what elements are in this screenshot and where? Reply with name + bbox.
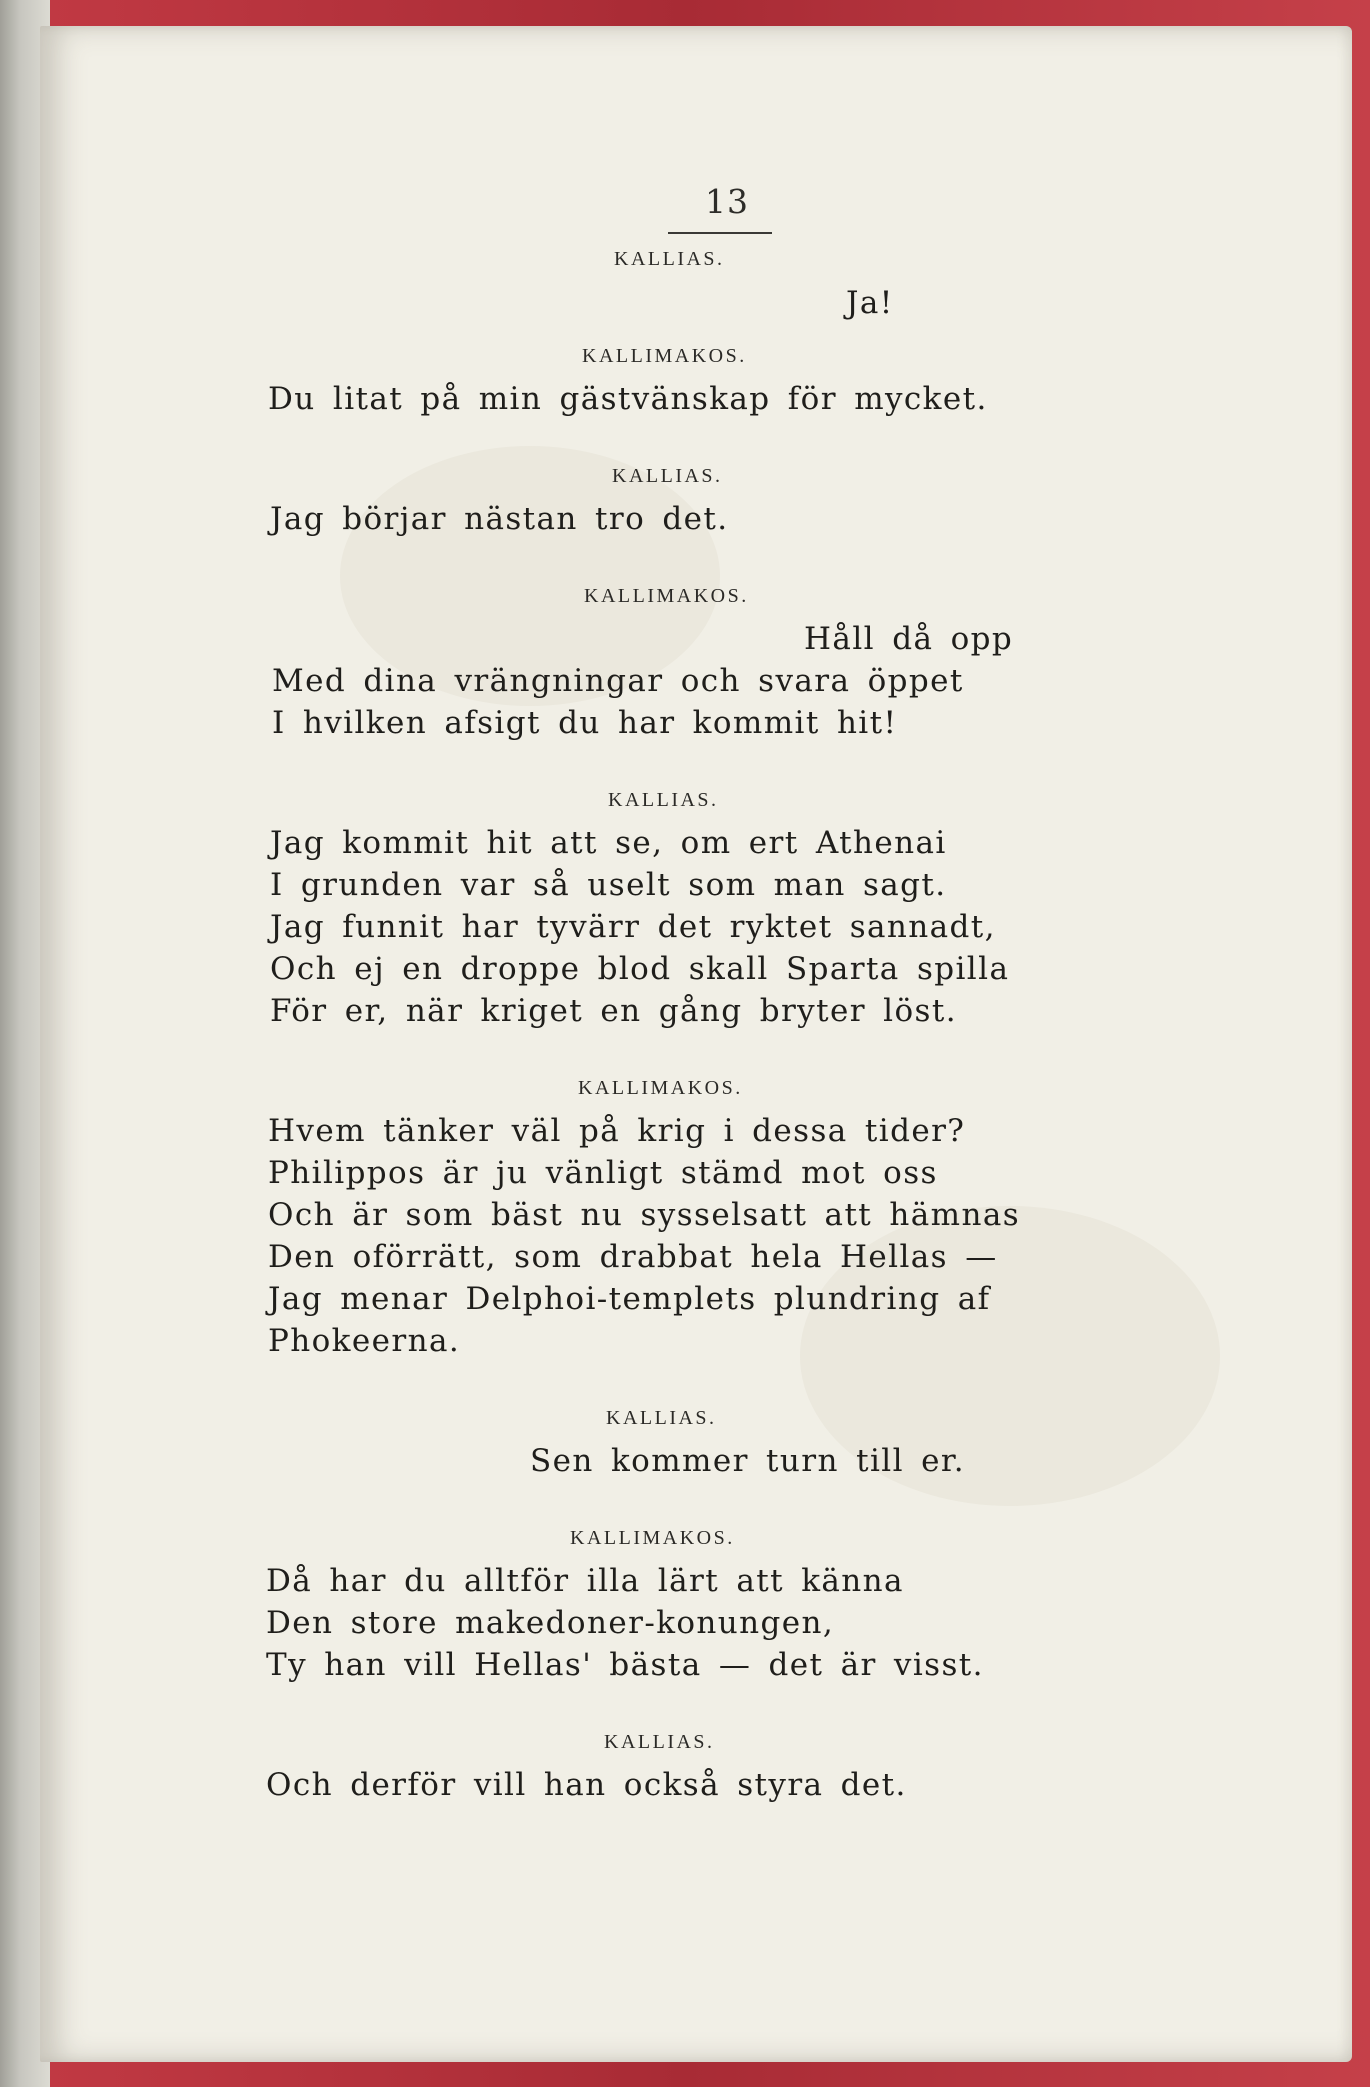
verse-line: För er, när kriget en gång bryter löst. bbox=[270, 993, 957, 1029]
speaker-name: KALLIAS. bbox=[612, 465, 723, 487]
speaker-name: KALLIMAKOS. bbox=[578, 1077, 743, 1099]
verse-line: Jag kommit hit att se, om ert Athenai bbox=[270, 825, 947, 861]
speaker-name: KALLIAS. bbox=[604, 1731, 715, 1753]
verse-line: Jag menar Delphoi-templets plundring af bbox=[268, 1281, 991, 1317]
verse-line: Du litat på min gästvänskap för mycket. bbox=[268, 381, 988, 417]
verse-line: Då har du alltför illa lärt att känna bbox=[266, 1563, 904, 1599]
verse-line: Philippos är ju vänligt stämd mot oss bbox=[268, 1155, 938, 1191]
speaker-name: KALLIMAKOS. bbox=[584, 585, 749, 607]
verse-line: Och är som bäst nu sysselsatt att hämnas bbox=[268, 1197, 1021, 1233]
page-number-rule bbox=[668, 232, 772, 234]
book-page bbox=[40, 26, 1352, 2062]
speaker-name: KALLIAS. bbox=[608, 789, 719, 811]
verse-line: Phokeerna. bbox=[268, 1323, 461, 1359]
verse-line: Den store makedoner-konungen, bbox=[266, 1605, 835, 1641]
verse-line: Sen kommer turn till er. bbox=[530, 1443, 965, 1479]
verse-line: Ja! bbox=[846, 285, 894, 321]
verse-line: Med dina vrängningar och svara öppet bbox=[272, 663, 964, 699]
speaker-name: KALLIAS. bbox=[614, 248, 725, 270]
verse-line: I hvilken afsigt du har kommit hit! bbox=[272, 705, 898, 741]
speaker-name: KALLIMAKOS. bbox=[582, 345, 747, 367]
verse-line: Jag börjar nästan tro det. bbox=[270, 501, 729, 537]
verse-line: Den oförrätt, som drabbat hela Hellas — bbox=[268, 1239, 998, 1275]
page-number: 13 bbox=[705, 182, 749, 221]
speaker-name: KALLIAS. bbox=[606, 1407, 717, 1429]
speaker-name: KALLIMAKOS. bbox=[570, 1527, 735, 1549]
verse-line: Hvem tänker väl på krig i dessa tider? bbox=[268, 1113, 966, 1149]
verse-line: Och derför vill han också styra det. bbox=[266, 1767, 907, 1803]
verse-line: Ty han vill Hellas' bästa — det är visst. bbox=[266, 1647, 984, 1683]
verse-line: Jag funnit har tyvärr det ryktet sannadt, bbox=[270, 909, 996, 945]
verse-line: I grunden var så uselt som man sagt. bbox=[270, 867, 947, 903]
verse-line: Och ej en droppe blod skall Sparta spilla bbox=[270, 951, 1010, 987]
verse-line: Håll då opp bbox=[804, 621, 1014, 657]
